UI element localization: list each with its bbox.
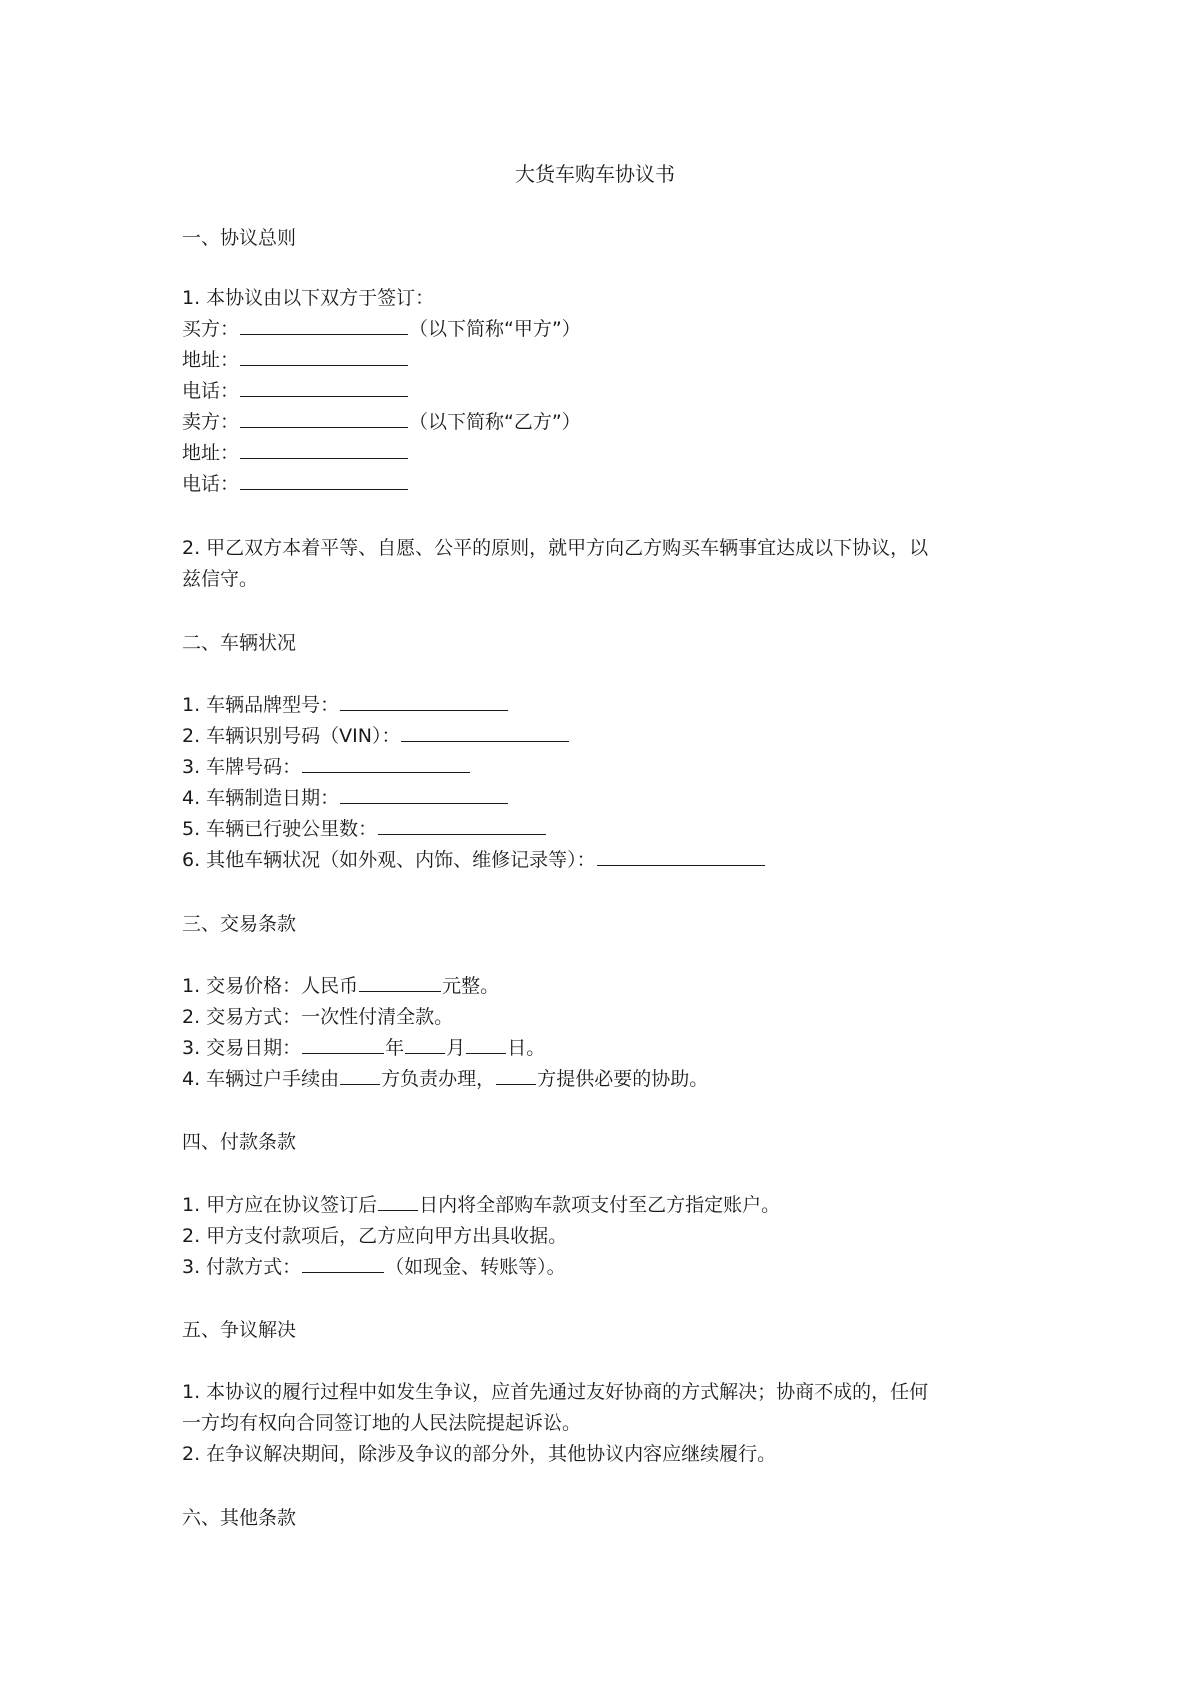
buyer-phone-label: 电话：	[182, 380, 240, 402]
clause-3-3	[182, 1032, 1022, 1064]
section-heading-trade: 三、交易条款	[182, 913, 297, 935]
plate-number-blank[interactable]	[302, 752, 470, 773]
clause-2-6	[182, 844, 1022, 876]
clause-2-3	[182, 751, 1022, 783]
trade-year-blank[interactable]	[302, 1033, 384, 1054]
clause-2-2-label: 2. 车辆识别号码（VIN）：	[182, 725, 401, 747]
clause-4-3	[182, 1251, 1022, 1283]
clause-3-4	[182, 1063, 1022, 1095]
payment-method-blank[interactable]	[302, 1252, 384, 1273]
buyer-line	[182, 313, 1022, 345]
day-label: 日。	[507, 1037, 546, 1059]
clause-5-1-line1: 1. 本协议的履行过程中如发生争议，应首先通过友好协商的方式解决；协商不成的，任何	[182, 1381, 929, 1403]
clause-3-1-suffix: 元整。	[442, 975, 500, 997]
assist-party-blank[interactable]	[496, 1064, 536, 1085]
seller-address-label: 地址：	[182, 442, 240, 464]
price-blank[interactable]	[359, 971, 441, 992]
buyer-phone-line	[182, 375, 1022, 407]
clause-2-4	[182, 782, 1022, 814]
other-condition-blank[interactable]	[597, 845, 765, 866]
clause-4-1-label: 1. 甲方应在协议签订后	[182, 1194, 378, 1216]
clause-5-1-line2: 一方均有权向合同签订地的人民法院提起诉讼。	[182, 1412, 582, 1434]
clause-3-4-label: 4. 车辆过户手续由	[182, 1068, 340, 1090]
buyer-address-line	[182, 344, 1022, 376]
document-title: 大货车购车协议书	[515, 162, 675, 186]
clause-4-1	[182, 1189, 1022, 1221]
clause-2-1	[182, 689, 1022, 721]
clause-2-3-label: 3. 车牌号码：	[182, 756, 302, 778]
trade-month-blank[interactable]	[405, 1033, 445, 1054]
clause-1-2-line2: 兹信守。	[182, 568, 259, 590]
seller-line	[182, 406, 1022, 438]
clause-1-1: 1. 本协议由以下双方于签订：	[182, 287, 435, 309]
seller-label: 卖方：	[182, 411, 240, 433]
clause-3-4-suffix: 方提供必要的协助。	[537, 1068, 709, 1090]
transfer-party-blank[interactable]	[340, 1064, 380, 1085]
clause-3-4-mid: 方负责办理，	[381, 1068, 496, 1090]
clause-2-2	[182, 720, 1022, 752]
buyer-address-label: 地址：	[182, 349, 240, 371]
vehicle-model-blank[interactable]	[340, 690, 508, 711]
buyer-suffix: （以下简称“甲方”）	[409, 318, 581, 340]
buyer-label: 买方：	[182, 318, 240, 340]
manufacture-date-blank[interactable]	[340, 783, 508, 804]
clause-4-3-suffix: （如现金、转账等）。	[385, 1256, 566, 1278]
section-heading-general: 一、协议总则	[182, 227, 297, 249]
year-label: 年	[385, 1037, 405, 1059]
section-heading-vehicle: 二、车辆状况	[182, 632, 297, 654]
seller-phone-blank[interactable]	[240, 469, 408, 490]
seller-address-blank[interactable]	[240, 438, 408, 459]
payment-days-blank[interactable]	[378, 1190, 418, 1211]
month-label: 月	[446, 1037, 466, 1059]
clause-3-1	[182, 970, 1022, 1002]
trade-day-blank[interactable]	[466, 1033, 506, 1054]
clause-2-5	[182, 813, 1022, 845]
seller-phone-label: 电话：	[182, 473, 240, 495]
clause-2-6-label: 6. 其他车辆状况（如外观、内饰、维修记录等）：	[182, 849, 596, 871]
section-heading-other: 六、其他条款	[182, 1507, 297, 1529]
clause-3-2: 2. 交易方式：一次性付清全款。	[182, 1006, 454, 1028]
clause-2-5-label: 5. 车辆已行驶公里数：	[182, 818, 378, 840]
clause-3-3-label: 3. 交易日期：	[182, 1037, 302, 1059]
clause-4-1-suffix: 日内将全部购车款项支付至乙方指定账户。	[419, 1194, 781, 1216]
section-heading-dispute: 五、争议解决	[182, 1319, 297, 1341]
clause-2-1-label: 1. 车辆品牌型号：	[182, 694, 340, 716]
clause-4-2: 2. 甲方支付款项后，乙方应向甲方出具收据。	[182, 1225, 568, 1247]
clause-2-4-label: 4. 车辆制造日期：	[182, 787, 340, 809]
vin-blank[interactable]	[401, 721, 569, 742]
seller-address-line	[182, 437, 1022, 469]
section-heading-payment: 四、付款条款	[182, 1131, 297, 1153]
clause-5-2: 2. 在争议解决期间，除涉及争议的部分外，其他协议内容应继续履行。	[182, 1443, 777, 1465]
mileage-blank[interactable]	[378, 814, 546, 835]
clause-1-2-line1: 2. 甲乙双方本着平等、自愿、公平的原则，就甲方向乙方购买车辆事宜达成以下协议，以	[182, 537, 929, 559]
seller-phone-line	[182, 468, 1022, 500]
seller-suffix: （以下简称“乙方”）	[409, 411, 581, 433]
buyer-name-blank[interactable]	[240, 314, 408, 335]
buyer-address-blank[interactable]	[240, 345, 408, 366]
buyer-phone-blank[interactable]	[240, 376, 408, 397]
clause-3-1-label: 1. 交易价格：人民币	[182, 975, 359, 997]
seller-name-blank[interactable]	[240, 407, 408, 428]
clause-4-3-label: 3. 付款方式：	[182, 1256, 302, 1278]
